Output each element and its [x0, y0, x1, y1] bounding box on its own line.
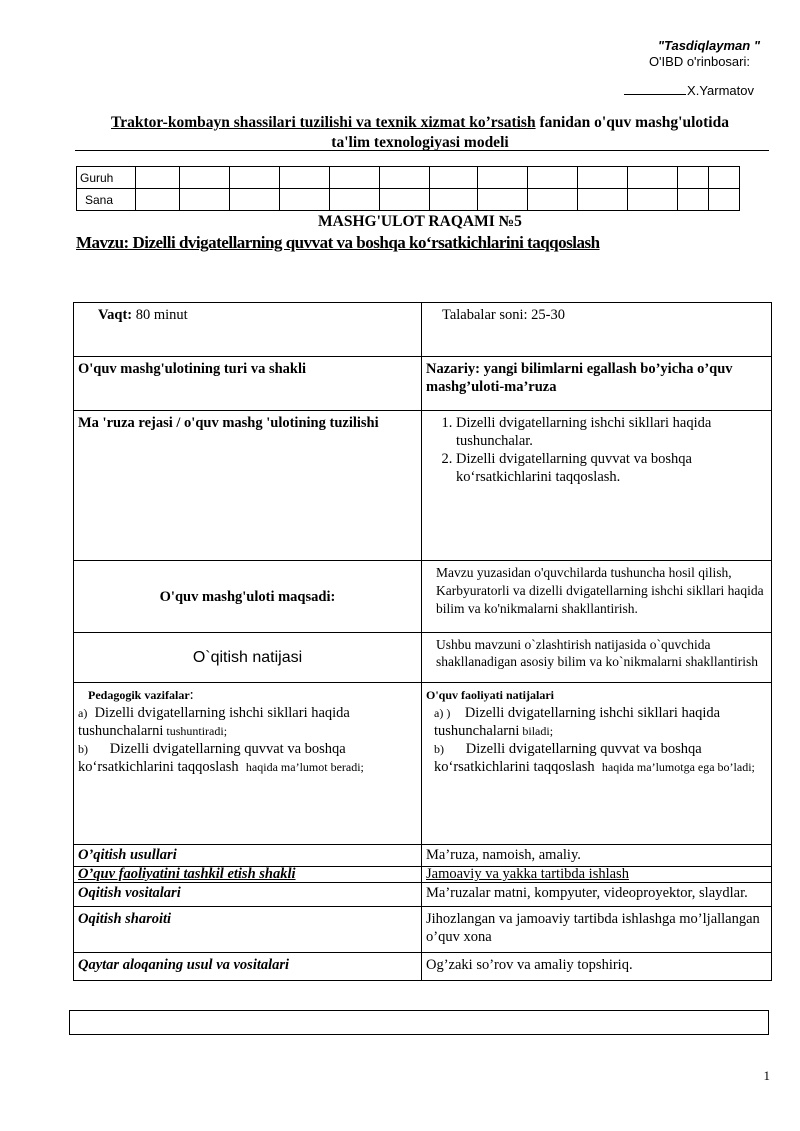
pedagogic-task-a: a) Dizelli dvigatellarning ishchi sikllari haqida tushunchalarni tushuntiradi; [78, 705, 350, 739]
organization-row [74, 867, 772, 883]
document-heading [70, 113, 770, 153]
pedagogic-tasks [74, 683, 422, 845]
activity-result-a: a) ) Dizelli dvigatellarning ishchi sikllari haqida tushunchalarni biladi; [434, 705, 721, 739]
goal-label: O'quv mashg'uloti maqsadi: [74, 561, 422, 633]
time-cell [74, 303, 422, 357]
time-label: Vaqt: [98, 307, 133, 323]
result-row [74, 633, 772, 683]
pedagogic-title: Pedagogik vazifalar: [88, 687, 194, 703]
tools-value: Ma’ruzalar matni, kompyuter, videoproyektor, slaydlar. [422, 883, 772, 907]
type-value: Nazariy: yangi bilimlarni egallash bo’yicha o’quv mashg’uloti-ma’ruza [422, 357, 772, 411]
result-value: Ushbu mavzuni o`zlashtirish natijasida o`quvchida shakllanadigan asosiy bilim va ko`nikmalarni shakllantirish [422, 633, 772, 683]
plan-row [74, 411, 772, 561]
signature-line [624, 94, 686, 95]
tools-label: Oqitish vositalari [74, 883, 422, 907]
plan-item-2: 2. Dizelli dvigatellarning quvvat va boshqa ko‘rsatkichlarini taqqoslash. [456, 450, 767, 486]
approval-signature [560, 83, 754, 98]
methods-value: Ma’ruza, namoish, amaliy. [422, 845, 772, 867]
type-row [74, 357, 772, 411]
approval-title: "Tasdiqlayman " [657, 38, 760, 53]
feedback-value: Og’zaki so’rov va amaliy topshiriq. [422, 953, 772, 981]
activity-results [422, 683, 772, 845]
group-date-grid [76, 166, 740, 211]
plan-label: Ma 'ruza rejasi / o'quv mashg 'ulotining tuzilishi [74, 411, 422, 561]
signature-name: X.Yarmatov [687, 83, 754, 98]
activity-result-b: b) Dizelli dvigatellarning quvvat va boshqa ko‘rsatkichlarini taqqoslash haqida ma’lumotga ega bo’ladi; [434, 741, 755, 775]
subject-name: Traktor-kombayn shassilari tuzilishi va texnik xizmat ko’rsatish [111, 114, 536, 131]
group-label: Guruh [77, 167, 136, 189]
time-value: 80 minut [132, 307, 188, 323]
heading-line2: ta'lim texnologiyasi modeli [331, 134, 509, 151]
plan-cell [422, 411, 772, 561]
activity-title: O'quv faoliyati natijalari [426, 688, 555, 702]
plan-item-1: 1. Dizelli dvigatellarning ishchi sikllari haqida tushunchalar. [456, 414, 767, 450]
conditions-row [74, 907, 772, 953]
plan-list [426, 414, 767, 486]
page-number: 1 [763, 1068, 770, 1083]
type-label: O'quv mashg'ulotining turi va shakli [74, 357, 422, 411]
lesson-topic: Mavzu: Dizelli dvigatellarning quvvat va boshqa ko‘rsatkichlarini taqqoslash [76, 233, 600, 252]
conditions-value: Jihozlangan va jamoaviy tartibda ishlashga mo’ljallangan o’quv xona [422, 907, 772, 953]
feedback-label: Qaytar aloqaning usul va vositalari [74, 953, 422, 981]
conditions-label: Oqitish sharoiti [74, 907, 422, 953]
students-count: Talabalar soni: 25-30 [422, 303, 772, 357]
pedagogic-task-b: b) Dizelli dvigatellarning quvvat va boshqa ko‘rsatkichlarini taqqoslash haqida ma’lumot beradi; [78, 741, 364, 775]
tools-row [74, 883, 772, 907]
feedback-row [74, 953, 772, 981]
result-label: O`qitish natijasi [74, 633, 422, 683]
date-label: Sana [77, 189, 136, 211]
organization-label: O’quv faoliyatini tashkil etish shakli [74, 867, 422, 883]
approval-role: O'IBD o'rinbosari: [648, 54, 750, 69]
date-row [77, 189, 740, 211]
organization-value: Jamoaviy va yakka tartibda ishlash [422, 867, 772, 883]
time-row [74, 303, 772, 357]
heading-rest: fanidan o'quv mashg'ulotida [535, 114, 729, 131]
empty-footer-box [69, 1010, 769, 1035]
group-row [77, 167, 740, 189]
lesson-info-table [73, 302, 772, 981]
methods-label: O’qitish usullari [74, 845, 422, 867]
heading-rule [75, 150, 769, 151]
tasks-row [74, 683, 772, 845]
goal-row [74, 561, 772, 633]
lesson-number: MASHG'ULOT RAQAMI №5 [318, 213, 522, 230]
goal-value: Mavzu yuzasidan o'quvchilarda tushuncha hosil qilish, Karbyuratorli va dizelli dvigatellarning ishchi sikllari haqida bilim va ko'nikmalarni shakllantirish. [422, 561, 772, 633]
methods-row [74, 845, 772, 867]
